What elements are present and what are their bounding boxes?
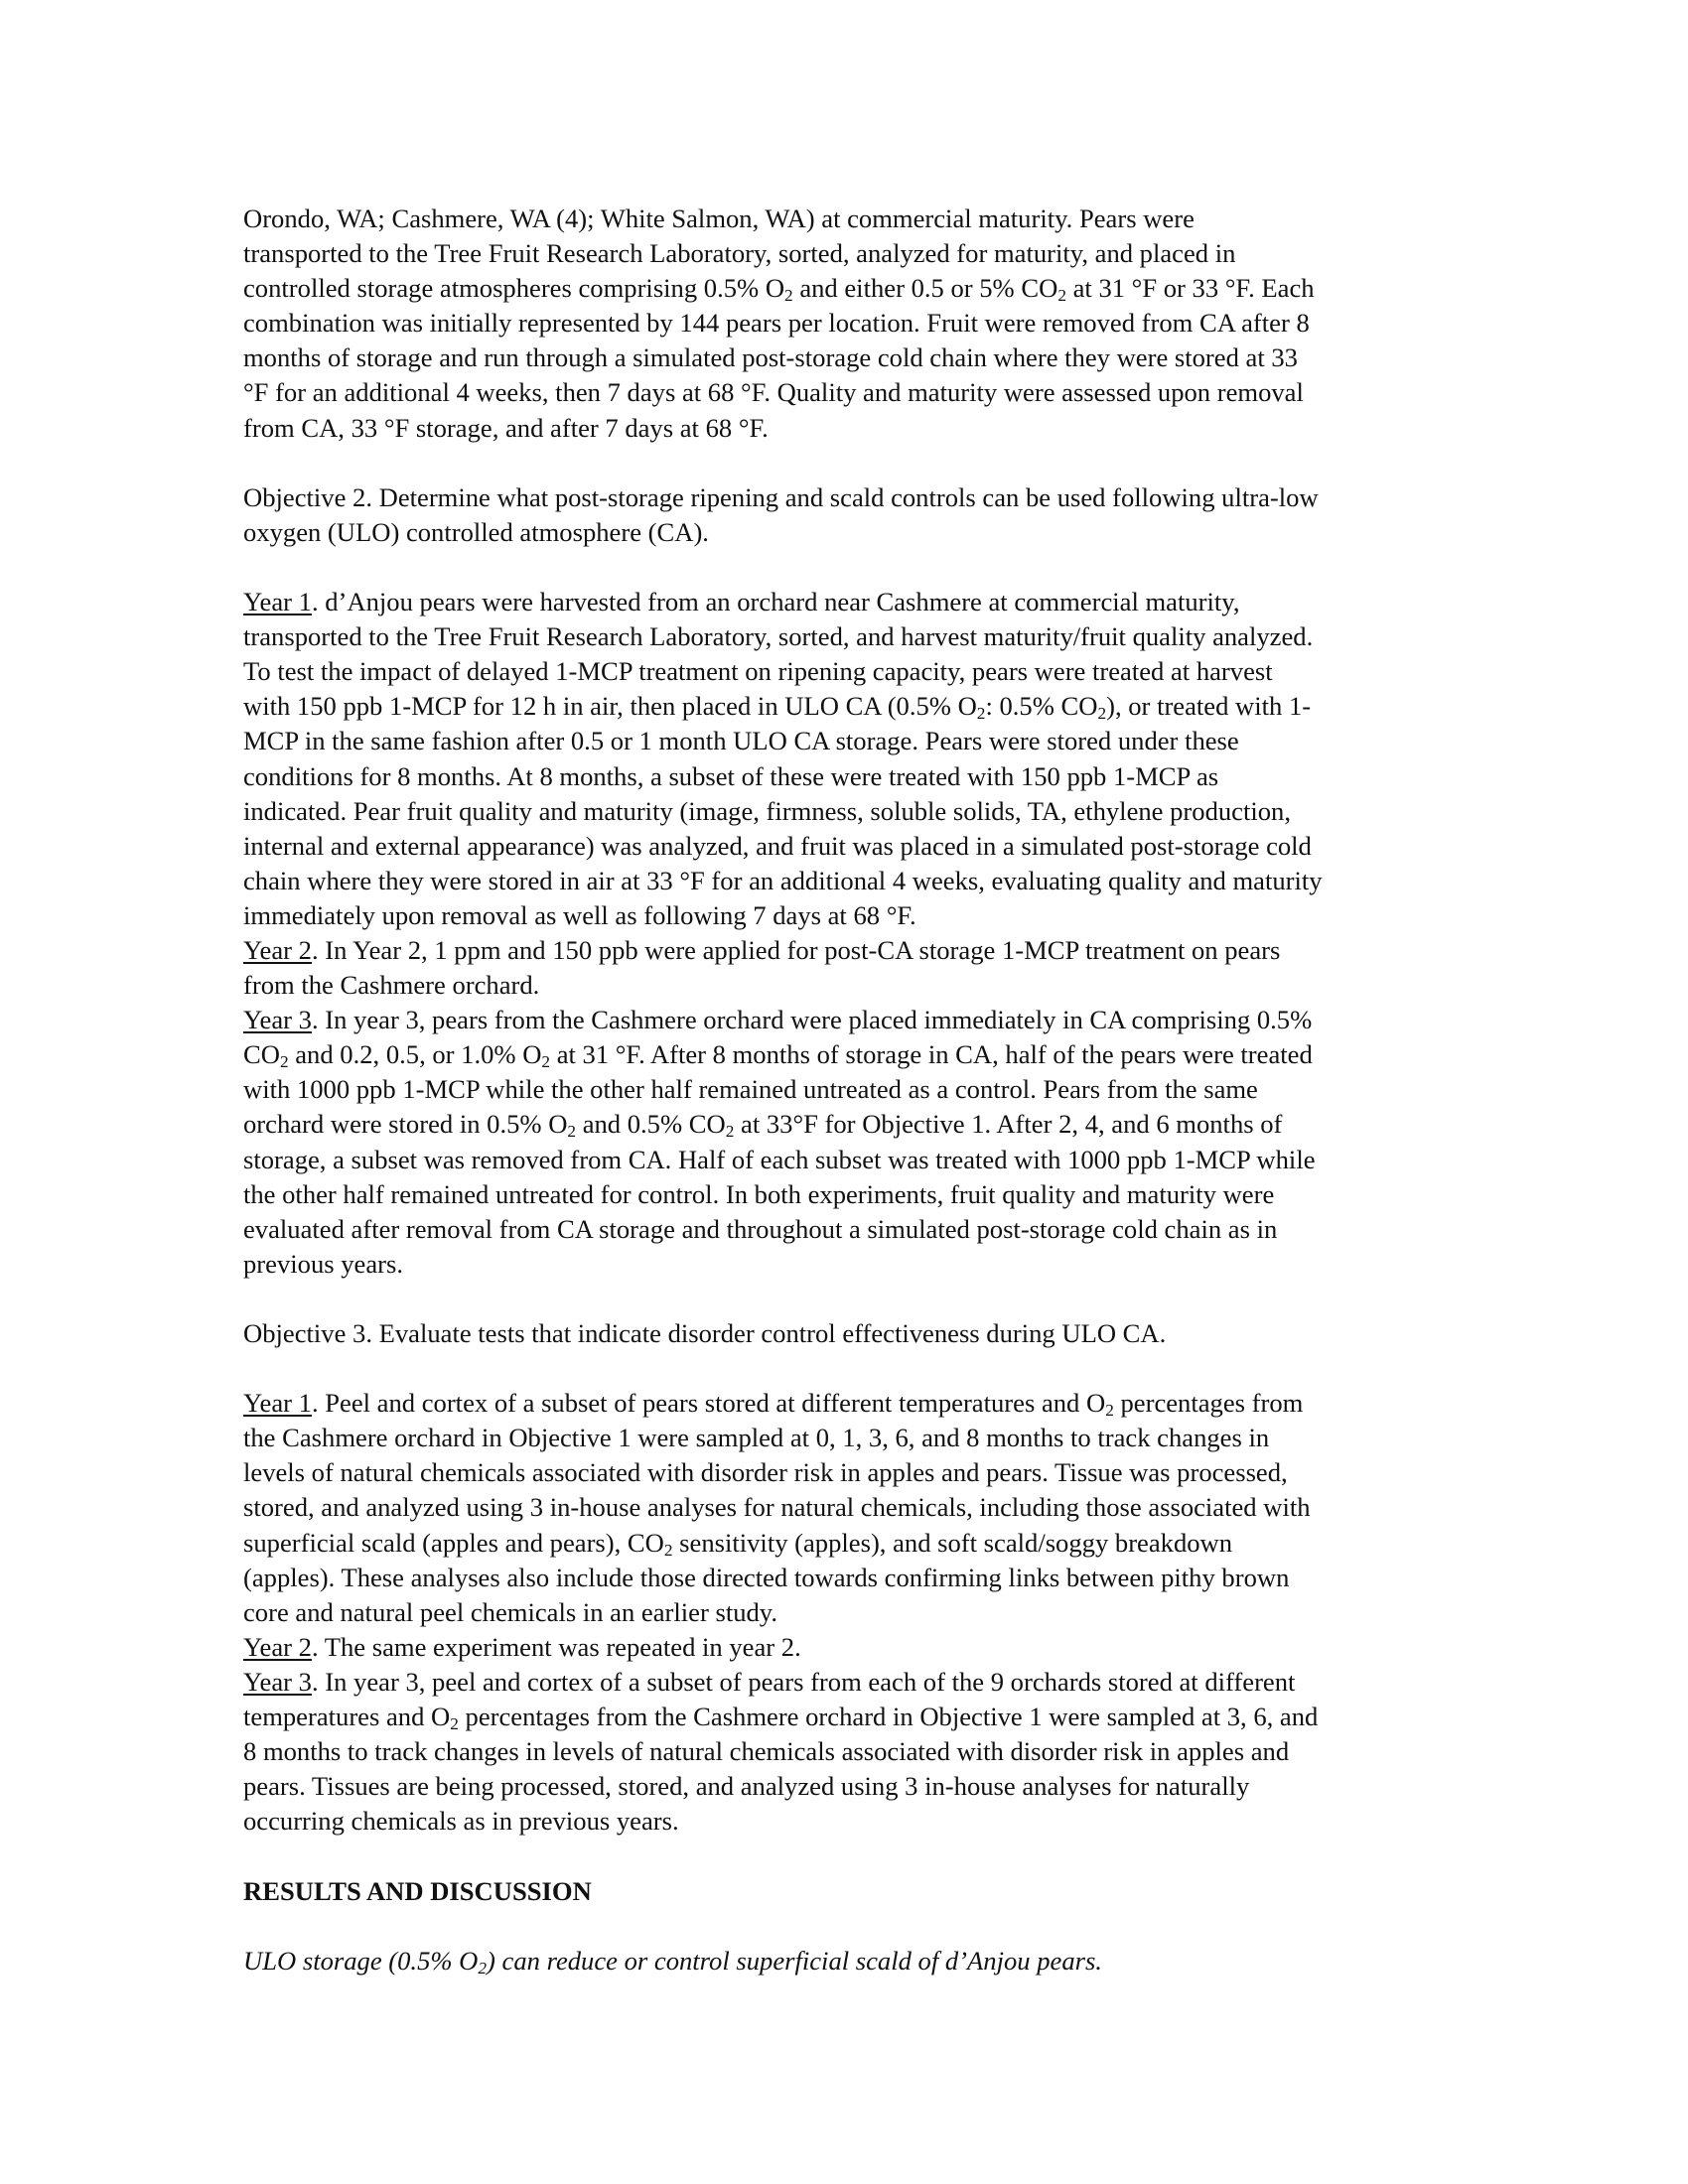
text-line bbox=[243, 1526, 1494, 1561]
text-line bbox=[243, 1212, 1494, 1247]
text-run: pears. Tissues are being processed, stored, and analyzed using 3 in-house analyses for naturally bbox=[243, 1771, 1250, 1802]
text-run: . The same experiment was repeated in year 2. bbox=[311, 1631, 801, 1662]
subscript: 2 bbox=[279, 1052, 289, 1072]
text-line bbox=[243, 1316, 1494, 1351]
text-run: chain where they were stored in air at 33 °F for an additional 4 weeks, evaluating quality and maturity bbox=[243, 865, 1323, 895]
subscript: 2 bbox=[1097, 704, 1107, 724]
text-line bbox=[243, 585, 1494, 619]
text-line bbox=[243, 1386, 1494, 1421]
subscript: 2 bbox=[1105, 1400, 1114, 1420]
text-run: sensitivity (apples), and soft scald/soggy breakdown bbox=[672, 1527, 1233, 1558]
text-run: and 0.2, 0.5, or 1.0% O bbox=[288, 1039, 542, 1070]
text-run: months of storage and run through a simulated post-storage cold chain where they were stored at 33 bbox=[243, 342, 1298, 373]
text-run: controlled storage atmospheres comprising 0.5% O bbox=[243, 273, 785, 304]
text-run: Objective 3. Evaluate tests that indicate disorder control effectiveness during ULO CA. bbox=[243, 1318, 1167, 1348]
text-line bbox=[243, 1003, 1494, 1037]
text-run: CO bbox=[243, 1039, 280, 1070]
objective-3-year-1 bbox=[243, 1386, 1494, 1630]
objective-2-year-2 bbox=[243, 933, 1494, 1003]
text-line bbox=[243, 654, 1494, 689]
text-run: the Cashmere orchard in Objective 1 were sampled at 0, 1, 3, 6, and 8 months to track changes in bbox=[243, 1423, 1270, 1453]
text-line bbox=[243, 1177, 1494, 1212]
text-line bbox=[243, 1630, 1494, 1665]
text-run: orchard were stored in 0.5% O bbox=[243, 1109, 568, 1140]
year-label: Year 3 bbox=[243, 1005, 312, 1035]
text-run: storage, a subset was removed from CA. Half of each subset was treated with 1000 ppb 1-MCP while bbox=[243, 1144, 1316, 1174]
objective-2-statement bbox=[243, 480, 1494, 550]
text-run: evaluated after removal from CA storage and throughout a simulated post-storage cold chain as in bbox=[243, 1213, 1278, 1244]
text-run: internal and external appearance) was analyzed, and fruit was placed in a simulated post-storage cold bbox=[243, 830, 1312, 861]
text-run: MCP in the same fashion after 0.5 or 1 month ULO CA storage. Pears were stored under these bbox=[243, 726, 1239, 756]
objective-1-methods-continued bbox=[243, 202, 1494, 446]
text-line bbox=[243, 411, 1494, 446]
objective-2-year-1 bbox=[243, 585, 1494, 933]
subscript: 2 bbox=[725, 1122, 735, 1142]
text-run: temperatures and O bbox=[243, 1702, 451, 1732]
text-run: oxygen (ULO) controlled atmosphere (CA). bbox=[243, 516, 709, 547]
document-page bbox=[243, 202, 1494, 1979]
objective-2-year-3 bbox=[243, 1003, 1494, 1282]
text-line bbox=[243, 619, 1494, 654]
objective-3-year-3 bbox=[243, 1665, 1494, 1839]
text-line bbox=[243, 271, 1494, 306]
text-line bbox=[243, 1037, 1494, 1072]
text-run: the other half remained untreated for control. In both experiments, fruit quality and maturity were bbox=[243, 1178, 1275, 1209]
text-run: and 0.5% CO bbox=[576, 1109, 726, 1140]
subscript: 2 bbox=[784, 285, 793, 305]
blank-line bbox=[243, 1839, 1494, 1873]
text-line bbox=[243, 202, 1494, 236]
text-run: and either 0.5 or 5% CO bbox=[792, 273, 1058, 304]
text-run: : 0.5% CO bbox=[985, 691, 1098, 722]
text-line bbox=[243, 933, 1494, 968]
text-line bbox=[243, 1455, 1494, 1490]
year-label: Year 1 bbox=[243, 587, 312, 617]
text-run: . Peel and cortex of a subset of pears stored at different temperatures and O bbox=[311, 1388, 1106, 1419]
text-line bbox=[243, 968, 1494, 1003]
text-run: indicated. Pear fruit quality and maturity (image, firmness, soluble solids, TA, ethylene production, bbox=[243, 795, 1291, 826]
text-line bbox=[243, 306, 1494, 341]
text-run: To test the impact of delayed 1-MCP treatment on ripening capacity, pears were treated at harvest bbox=[243, 656, 1273, 687]
text-line bbox=[243, 689, 1494, 724]
text-run: levels of natural chemicals associated with disorder risk in apples and pears. Tissue was processed, bbox=[243, 1457, 1288, 1488]
text-run: at 31 °F. After 8 months of storage in CA, half of the pears were treated bbox=[550, 1039, 1313, 1070]
blank-line bbox=[243, 446, 1494, 480]
text-run: previous years. bbox=[243, 1248, 403, 1279]
text-line bbox=[243, 1700, 1494, 1734]
text-run: combination was initially represented by 144 pears per location. Fruit were removed from CA after 8 bbox=[243, 308, 1310, 339]
text-run: stored, and analyzed using 3 in-house analyses for natural chemicals, including those associated with bbox=[243, 1492, 1311, 1523]
text-line bbox=[243, 515, 1494, 550]
text-run: . d’Anjou pears were harvested from an orchard near Cashmere at commercial maturity, bbox=[311, 587, 1240, 617]
year-label: Year 1 bbox=[243, 1388, 312, 1419]
text-line bbox=[243, 1072, 1494, 1107]
subscript: 2 bbox=[567, 1122, 577, 1142]
text-run: RESULTS AND DISCUSSION bbox=[243, 1875, 592, 1906]
subscript: 2 bbox=[663, 1540, 673, 1560]
text-run: ) can reduce or control superficial scald of d’Anjou pears. bbox=[487, 1945, 1102, 1976]
text-run: . In year 3, peel and cortex of a subset of pears from each of the 9 orchards stored at different bbox=[311, 1666, 1296, 1697]
results-and-discussion-heading bbox=[243, 1874, 1494, 1909]
text-line bbox=[243, 1944, 1494, 1979]
text-run: occurring chemicals as in previous years. bbox=[243, 1806, 679, 1837]
text-line bbox=[243, 1561, 1494, 1595]
text-line bbox=[243, 864, 1494, 898]
text-run: (apples). These analyses also include those directed towards confirming links between pithy brown bbox=[243, 1562, 1290, 1592]
text-run: Objective 2. Determine what post-storage ripening and scald controls can be used following ultra-low bbox=[243, 481, 1319, 512]
text-line bbox=[243, 1804, 1494, 1839]
text-run: transported to the Tree Fruit Research Laboratory, sorted, and harvest maturity/fruit quality analyzed. bbox=[243, 621, 1314, 652]
year-label: Year 2 bbox=[243, 934, 312, 965]
text-line bbox=[243, 1143, 1494, 1177]
results-subheading-ulo-scald bbox=[243, 1944, 1494, 1979]
text-line bbox=[243, 1874, 1494, 1909]
text-run: at 31 °F or 33 °F. Each bbox=[1065, 273, 1315, 304]
text-run: ULO storage (0.5% O bbox=[243, 1945, 479, 1976]
text-line bbox=[243, 1490, 1494, 1525]
text-run: core and natural peel chemicals in an earlier study. bbox=[243, 1596, 778, 1627]
text-line bbox=[243, 898, 1494, 933]
subscript: 2 bbox=[450, 1713, 459, 1733]
text-line bbox=[243, 794, 1494, 829]
text-run: with 150 ppb 1-MCP for 12 h in air, then placed in ULO CA (0.5% O bbox=[243, 691, 977, 722]
text-line bbox=[243, 759, 1494, 794]
text-line bbox=[243, 341, 1494, 375]
text-run: percentages from the Cashmere orchard in Objective 1 were sampled at 3, 6, and bbox=[458, 1702, 1319, 1732]
text-line bbox=[243, 1421, 1494, 1455]
year-label: Year 2 bbox=[243, 1631, 312, 1662]
text-run: . In year 3, pears from the Cashmere orchard were placed immediately in CA comprising 0.5% bbox=[311, 1005, 1313, 1035]
text-run: conditions for 8 months. At 8 months, a subset of these were treated with 150 ppb 1-MCP as bbox=[243, 760, 1219, 791]
subscript: 2 bbox=[541, 1052, 551, 1072]
blank-line bbox=[243, 550, 1494, 585]
text-run: from CA, 33 °F storage, and after 7 days at 68 °F. bbox=[243, 412, 769, 443]
objective-3-statement bbox=[243, 1316, 1494, 1351]
text-line bbox=[243, 236, 1494, 271]
subscript: 2 bbox=[976, 704, 986, 724]
text-run: superficial scald (apples and pears), CO bbox=[243, 1527, 664, 1558]
objective-3-year-2 bbox=[243, 1630, 1494, 1665]
subscript: 2 bbox=[478, 1958, 488, 1978]
text-line bbox=[243, 1107, 1494, 1142]
text-line bbox=[243, 480, 1494, 515]
text-run: 8 months to track changes in levels of natural chemicals associated with disorder risk in apples and bbox=[243, 1736, 1290, 1767]
year-label: Year 3 bbox=[243, 1666, 312, 1697]
blank-line bbox=[243, 1909, 1494, 1944]
text-run: at 33°F for Objective 1. After 2, 4, and 6 months of bbox=[734, 1109, 1283, 1140]
text-line bbox=[243, 829, 1494, 864]
text-run: ), or treated with 1- bbox=[1106, 691, 1312, 722]
text-line bbox=[243, 1595, 1494, 1630]
text-run: percentages from bbox=[1113, 1388, 1304, 1419]
blank-line bbox=[243, 1351, 1494, 1386]
text-line bbox=[243, 375, 1494, 410]
text-line bbox=[243, 1769, 1494, 1804]
text-line bbox=[243, 724, 1494, 758]
subscript: 2 bbox=[1057, 285, 1066, 305]
text-line bbox=[243, 1665, 1494, 1700]
text-run: °F for an additional 4 weeks, then 7 days at 68 °F. Quality and maturity were assessed upon removal bbox=[243, 377, 1304, 408]
text-run: with 1000 ppb 1-MCP while the other half remained untreated as a control. Pears from the same bbox=[243, 1074, 1258, 1105]
blank-line bbox=[243, 1282, 1494, 1316]
text-run: Orondo, WA; Cashmere, WA (4); White Salmon, WA) at commercial maturity. Pears were bbox=[243, 204, 1195, 233]
text-run: transported to the Tree Fruit Research Laboratory, sorted, analyzed for maturity, and placed in bbox=[243, 238, 1236, 269]
text-line bbox=[243, 1247, 1494, 1282]
text-run: from the Cashmere orchard. bbox=[243, 970, 540, 1001]
text-run: immediately upon removal as well as following 7 days at 68 °F. bbox=[243, 899, 916, 930]
text-line bbox=[243, 1734, 1494, 1769]
text-run: . In Year 2, 1 ppm and 150 ppb were applied for post-CA storage 1-MCP treatment on pears bbox=[311, 934, 1281, 965]
